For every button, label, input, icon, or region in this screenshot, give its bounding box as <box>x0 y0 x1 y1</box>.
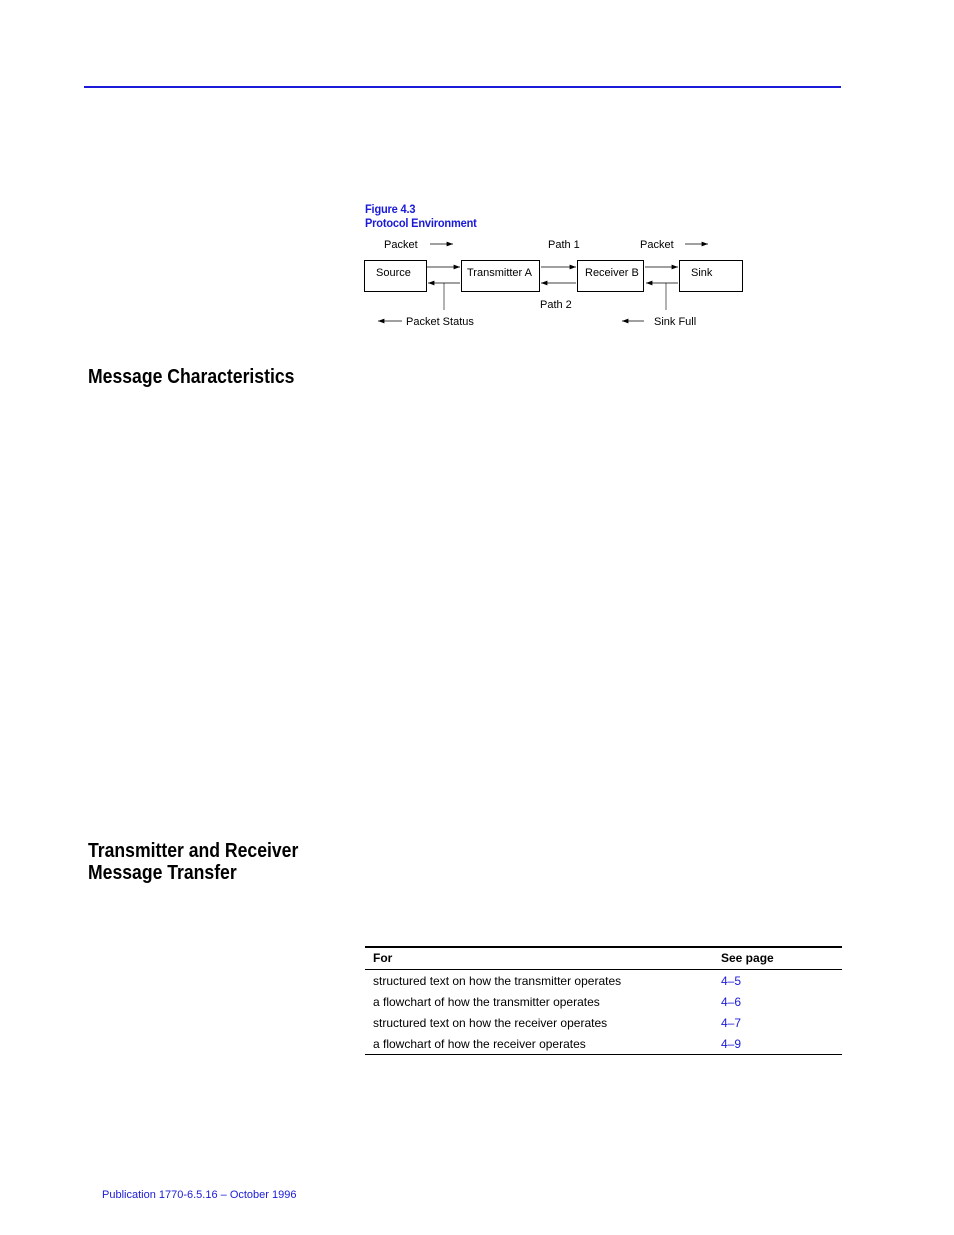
row-topic: a flowchart of how the receiver operates <box>365 1033 713 1055</box>
sink-label: Sink <box>691 267 713 279</box>
row-topic: structured text on how the transmitter operates <box>373 973 622 988</box>
message-transfer-heading-line2: Message Transfer <box>88 862 237 884</box>
page-link[interactable]: 4–7 <box>721 1015 742 1030</box>
packet-label-right: Packet <box>640 239 674 251</box>
message-transfer-heading-line1: Transmitter and Receiver <box>88 840 299 862</box>
row-topic: structured text on how the receiver operates <box>373 1015 608 1030</box>
message-transfer-heading <box>88 840 298 884</box>
figure-title: Protocol Environment <box>365 216 477 230</box>
figure-caption <box>365 202 477 230</box>
packet-status-label: Packet Status <box>406 316 474 328</box>
sink-full-label: Sink Full <box>654 316 697 328</box>
transmitter-label: Transmitter A <box>467 267 532 279</box>
header-for: For <box>365 947 713 970</box>
table-row <box>365 1012 842 1033</box>
row-topic: a flowchart of how the transmitter operates <box>373 994 600 1009</box>
publication-footer: Publication 1770-6.5.16 – October 1996 <box>102 1189 297 1201</box>
path1-label: Path 1 <box>548 239 580 251</box>
table-row <box>365 1033 842 1055</box>
receiver-label: Receiver B <box>585 267 639 279</box>
path2-label: Path 2 <box>540 299 572 311</box>
page-link[interactable]: 4–9 <box>713 1033 842 1055</box>
reference-table <box>365 946 842 1055</box>
page-link[interactable]: 4–6 <box>721 994 742 1009</box>
source-label: Source <box>376 267 411 279</box>
table-row <box>365 991 842 1012</box>
table-row <box>365 970 842 992</box>
top-rule <box>84 86 841 88</box>
page-link[interactable]: 4–5 <box>721 973 742 988</box>
protocol-diagram <box>360 232 760 342</box>
message-characteristics-heading: Message Characteristics <box>88 366 295 388</box>
figure-number: Figure 4.3 <box>365 202 416 216</box>
table-header-row <box>365 947 842 970</box>
header-see-page: See page <box>713 947 842 970</box>
packet-label-left: Packet <box>384 239 418 251</box>
